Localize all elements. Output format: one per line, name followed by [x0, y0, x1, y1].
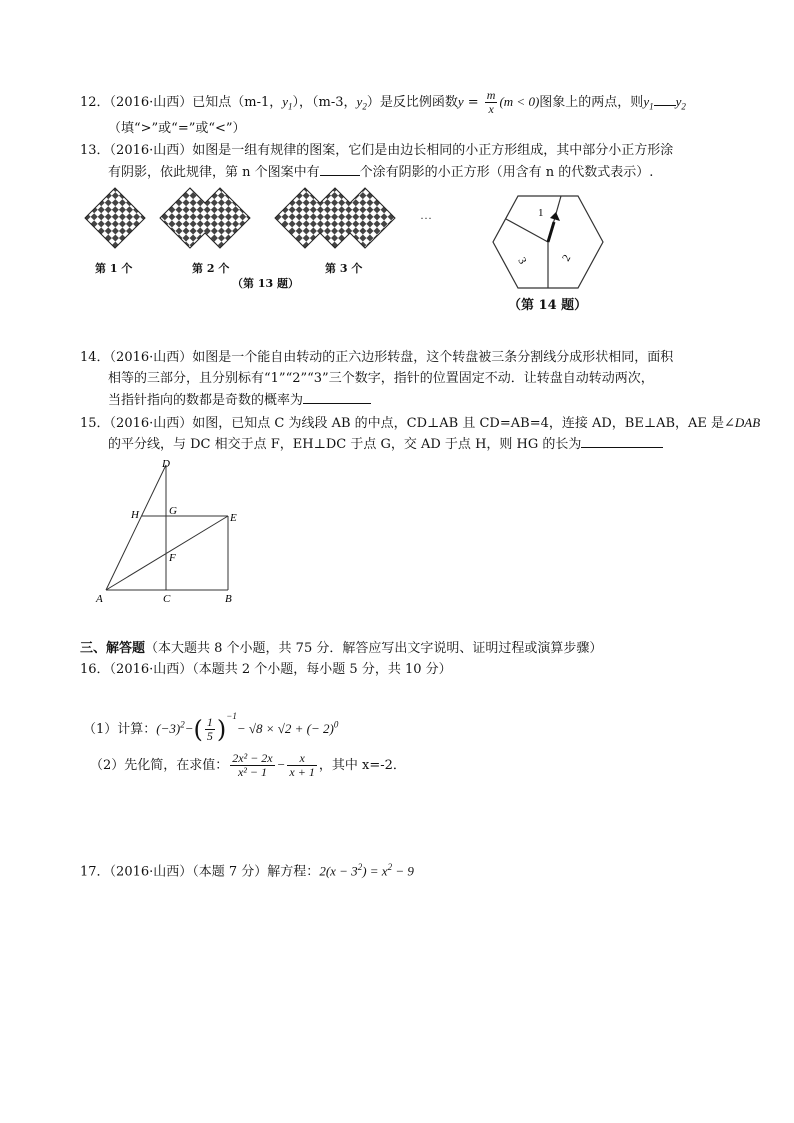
sector-2: 2 [560, 252, 574, 264]
q16-note: （本题共 2 个小题，每小题 5 分，共 10 分） [192, 662, 452, 677]
part-1-label: （1）计算： [83, 722, 157, 737]
question-12 [80, 89, 686, 116]
q15-line-2 [108, 435, 663, 454]
question-number: 16． [80, 662, 110, 677]
paren-open: ( [193, 715, 203, 744]
question-13 [80, 142, 673, 160]
q15-line-1: 如图，已知点 C 为线段 AB 的中点，CD⊥AB 且 CD=AB=4，连接 AD，BE⊥AB，AE 是 [192, 416, 725, 431]
point-C: C [163, 593, 171, 605]
q15-line-2-text: 的平分线，与 DC 相交于点 F，EH⊥DC 于点 G，交 AD 于点 H，则 HG 的长为 [108, 437, 582, 452]
question-source: （2016·山西） [109, 662, 193, 677]
cmp-left: y [643, 94, 650, 109]
frac-den: x + 1 [289, 765, 315, 779]
var-y1: y [282, 94, 289, 109]
cmp-right: y [675, 94, 682, 109]
q12-text-4: 图象上的两点，则 [539, 95, 644, 110]
eq-a-exp: 2 [357, 862, 363, 872]
frac-num: 2x² − 2x [232, 751, 273, 765]
point-G: G [169, 505, 177, 517]
ellipsis: ··· [420, 211, 432, 225]
section-3-header [80, 640, 602, 658]
frac-num: m [486, 88, 496, 102]
point-H: H [131, 509, 139, 521]
question-number: 14． [80, 350, 110, 365]
answer-blank[interactable] [320, 163, 360, 176]
q16-part-2 [90, 752, 406, 779]
figure-13-patterns [80, 185, 440, 265]
q12-text-3: ）是反比例函数 [366, 95, 458, 110]
pattern-1 [85, 188, 145, 248]
q12-text-2: ），（m-3， [292, 95, 357, 110]
point-E: E [230, 512, 237, 524]
point-F: F [169, 552, 176, 564]
eq-b-exp: 2 [387, 862, 393, 872]
point-A: A [96, 593, 103, 605]
p1-exp: −1 [226, 711, 237, 721]
p2-minus: − [276, 757, 286, 772]
question-source: （2016·山西） [109, 350, 193, 365]
figure-14-spinner [488, 192, 608, 302]
p2-tail: ，其中 x=-2． [318, 758, 406, 773]
fig13-label-2: 第 2 个 [192, 262, 230, 275]
q13-line-2 [108, 163, 653, 182]
var-y2: y [356, 94, 363, 109]
question-number: 17． [80, 864, 110, 880]
frac-den: 5 [206, 729, 213, 743]
question-source: （2016·山西） [109, 95, 193, 110]
cmp-right-sub: 2 [681, 101, 686, 112]
q12-text-1: 已知点（m-1， [192, 95, 283, 110]
question-15 [80, 414, 760, 433]
sector-1: 1 [538, 207, 544, 219]
answer-blank[interactable] [654, 93, 676, 106]
frac-num: 1 [206, 715, 213, 729]
question-14 [80, 349, 673, 367]
question-source: （2016·山西） [109, 416, 193, 431]
q14-line-1: 如图是一个能自由转动的正六边形转盘，这个转盘被三条分割线分成形状相同，面积 [192, 350, 674, 365]
sub-2: 2 [362, 101, 367, 112]
sector-3: 3 [515, 255, 529, 267]
fraction-m-over-x [485, 89, 498, 116]
point-B: B [225, 593, 232, 605]
q13-line-1: 如图是一组有规律的图案，它们是由边长相同的小正方形组成，其中部分小正方形涂 [192, 143, 674, 158]
fraction-1 [230, 752, 274, 779]
q14-line-3-text: 当指针指向的数都是奇数的概率为 [108, 393, 304, 408]
q12-line-2: （填“>”或“=”或“<”） [108, 121, 246, 136]
eq-b: ) = x [362, 863, 388, 879]
frac-num: x [287, 752, 316, 766]
question-number: 13． [80, 143, 110, 158]
section-desc: （本大题共 8 个小题，共 75 分．解答应写出文字说明、证明过程或演算步骤） [145, 641, 603, 656]
fig13-label-3: 第 3 个 [325, 262, 363, 275]
equals: = [463, 95, 483, 110]
paren-close: ) [216, 715, 227, 744]
sub-1: 1 [288, 101, 293, 112]
question-16 [80, 661, 452, 679]
func-y: y [457, 94, 464, 109]
p1-minus: − [184, 721, 194, 736]
question-source: （2016·山西） [109, 864, 193, 880]
p1-term-a: (−3) [156, 721, 181, 736]
eq-a: 2(x − 3 [319, 863, 358, 879]
fraction-1-5 [205, 716, 215, 743]
cmp-left-sub: 1 [649, 101, 654, 112]
angle-dab: ∠DAB [724, 415, 761, 430]
fig14-caption: （第 14 题） [508, 298, 588, 313]
q13-line-2b: 个涂有阴影的小正方形（用含有 n 的代数式表示）. [359, 165, 654, 180]
question-number: 15． [80, 416, 110, 431]
p1-exp-a: 2 [180, 719, 185, 730]
fig13-label-1: 第 1 个 [95, 262, 133, 275]
pattern-3 [275, 188, 395, 248]
condition: (m < 0) [499, 94, 540, 109]
q13-line-2a: 有阴影，依此规律，第 n 个图案中有 [108, 165, 320, 180]
question-source: （2016·山西） [109, 143, 193, 158]
answer-blank[interactable] [581, 435, 663, 448]
figure-15-geometry [90, 455, 250, 615]
fig13-caption: （第 13 题） [232, 277, 299, 290]
q14-line-2: 相等的三部分，且分别标有“1”“2”“3”三个数字，指针的位置固定不动．让转盘自动转动两次， [108, 371, 654, 386]
frac-den: x [488, 102, 494, 116]
q16-part-1 [83, 704, 338, 743]
q14-line-3 [108, 391, 371, 410]
answer-blank[interactable] [303, 391, 371, 404]
frac-den: x² − 1 [237, 765, 267, 779]
point-D: D [162, 458, 170, 470]
eq-c: − 9 [392, 863, 414, 879]
question-number: 12． [80, 95, 110, 110]
q17-note: （本题 7 分）解方程： [192, 864, 320, 880]
section-title: 三、解答题 [80, 641, 146, 656]
pattern-2 [160, 188, 250, 248]
question-17 [80, 858, 414, 881]
fraction-2 [287, 752, 316, 779]
p1-rest-exp: 0 [333, 719, 339, 730]
part-2-label: （2）先化简，在求值： [90, 758, 229, 773]
p1-rest: − √8 × √2 + (− 2) [236, 721, 334, 736]
